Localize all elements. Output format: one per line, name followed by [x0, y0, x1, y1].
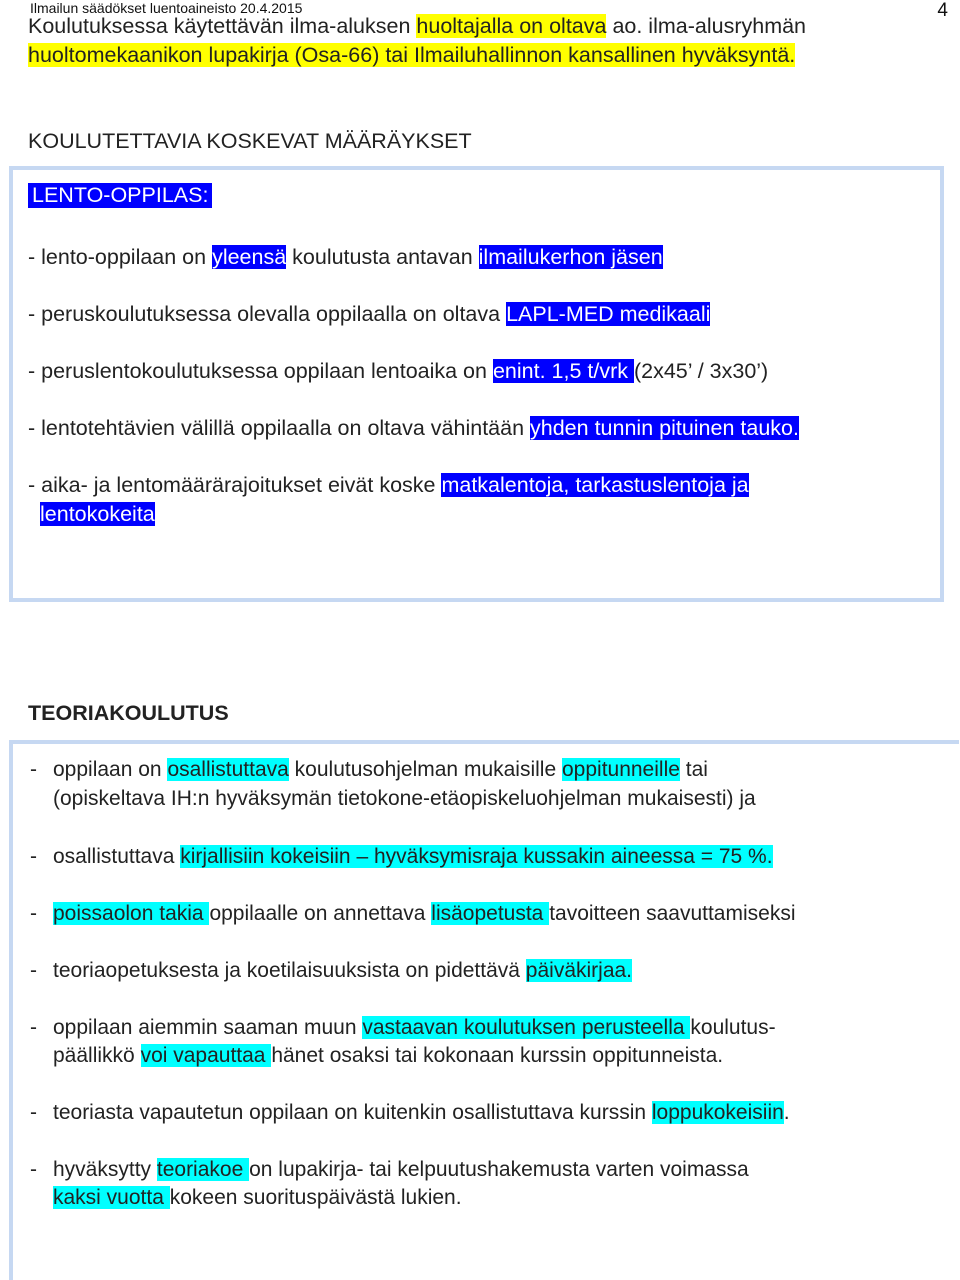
running-header: Ilmailun säädökset luentoaineisto 20.4.2015 [30, 0, 303, 16]
theory-dash-7: - [30, 1158, 37, 1181]
student-item-1: - lento-oppilaan on yleensä koulutusta antavan ilmailukerhon jäsen [28, 245, 663, 269]
theory-item-6: teoriasta vapautetun oppilaan on kuitenkin osallistuttava kurssin loppukokeisiin. [53, 1101, 790, 1124]
highlight-yellow: huoltomekaanikon lupakirja (Osa-66) tai Ilmailuhallinnon kansallinen hyväksyntä. [28, 43, 796, 67]
theory-item-1-cont: (opiskeltava IH:n hyväksymän tietokone-etäopiskeluohjelman mukaisesti) ja [53, 787, 756, 810]
theory-dash-2: - [30, 845, 37, 868]
student-pilot-box [9, 166, 944, 602]
theory-item-1: oppilaan on osallistuttava koulutusohjelman mukaisille oppitunneille tai [53, 758, 708, 781]
student-item-2: - peruskoulutuksessa olevalla oppilaalla on oltava LAPL-MED medikaali [28, 302, 711, 326]
highlight-yellow: huoltajalla on oltava [416, 14, 607, 38]
section-title-regulations: KOULUTETTAVIA KOSKEVAT MÄÄRÄYKSET [28, 129, 472, 153]
student-item-3: - peruslentokoulutuksessa oppilaan lentoaika on enint. 1,5 t/vrk (2x45’ / 3x30’) [28, 359, 769, 383]
theory-item-7: hyväksytty teoriakoe on lupakirja- tai kelpuutushakemusta varten voimassa [53, 1158, 749, 1181]
student-item-5-cont: lentokokeita [40, 502, 155, 526]
box-title-student-pilot: LENTO-OPPILAS: [28, 183, 212, 208]
theory-item-3: poissaolon takia oppilaalle on annettava lisäopetusta tavoitteen saavuttamiseksi [53, 902, 796, 925]
theory-dash-4: - [30, 959, 37, 982]
student-item-5: - aika- ja lentomäärärajoitukset eivät koske matkalentoja, tarkastuslentoja ja [28, 473, 749, 497]
intro-line-1: Koulutuksessa käytettävän ilma-aluksen huoltajalla on oltava ao. ilma-alusryhmän [28, 14, 807, 38]
theory-item-5-cont: päällikkö voi vapauttaa hänet osaksi tai kokonaan kurssin oppitunneista. [53, 1044, 724, 1067]
theory-item-5: oppilaan aiemmin saaman muun vastaavan koulutuksen perusteella koulutus- [53, 1016, 776, 1039]
intro-line-2 [28, 43, 795, 68]
student-item-4: - lentotehtävien välillä oppilaalla on oltava vähintään yhden tunnin pituinen tauko. [28, 416, 799, 440]
theory-dash-1: - [30, 758, 37, 781]
theory-item-7-cont: kaksi vuotta kokeen suorituspäivästä lukien. [53, 1186, 462, 1209]
theory-dash-3: - [30, 902, 37, 925]
theory-dash-5: - [30, 1016, 37, 1039]
theory-dash-6: - [30, 1101, 37, 1124]
page-number: 4 [937, 0, 948, 21]
theory-item-4: teoriaopetuksesta ja koetilaisuuksista on pidettävä päiväkirjaa. [53, 959, 633, 982]
theory-item-2: osallistuttava kirjallisiin kokeisiin – hyväksymisraja kussakin aineessa = 75 %. [53, 845, 773, 868]
section-title-theory: TEORIAKOULUTUS [28, 701, 229, 725]
